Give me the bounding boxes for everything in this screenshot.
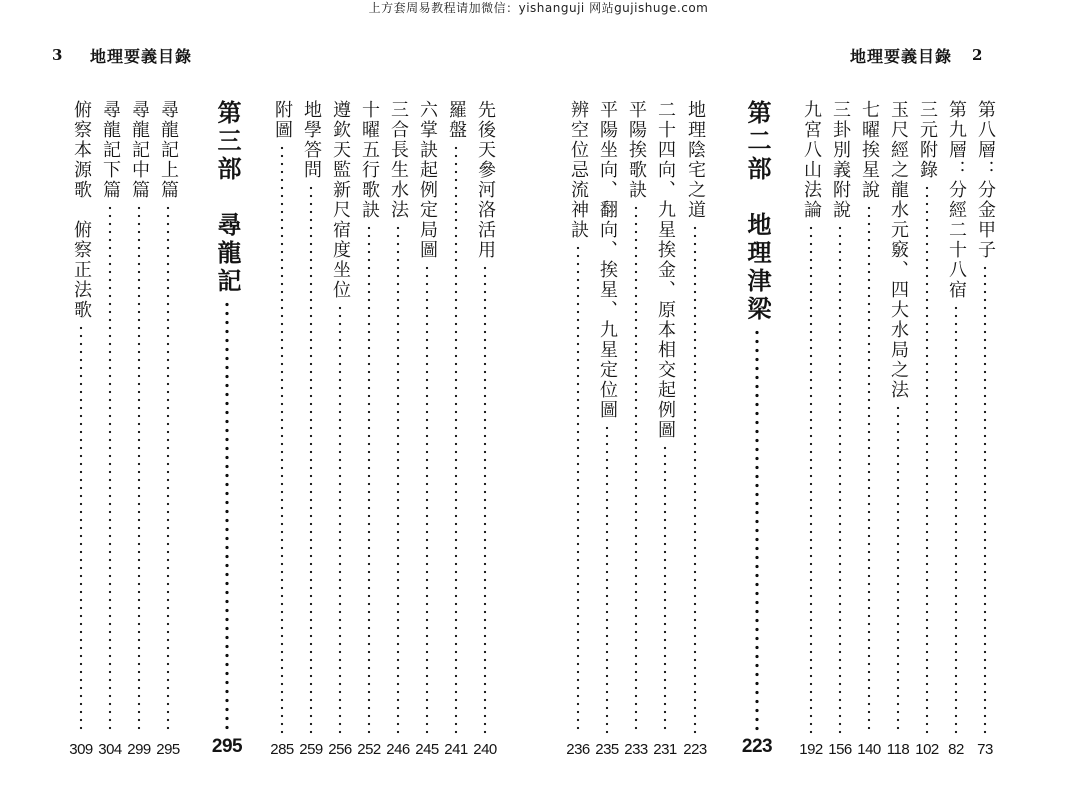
dot-leader: [309, 184, 313, 734]
dot-leader: [367, 224, 371, 734]
page-number: 73: [977, 741, 993, 758]
dot-leader: [396, 224, 400, 734]
right-page-number: 2: [972, 46, 983, 64]
entry-title: 第九層：分經二十八宿: [946, 100, 967, 300]
dot-leader: [663, 444, 667, 734]
entry-title: 羅盤: [446, 100, 467, 140]
left-entry: [267, 92, 297, 762]
page-number: 309: [69, 741, 93, 758]
page-number: 223: [683, 741, 707, 758]
dot-leader: [576, 244, 580, 734]
dot-leader: [338, 304, 342, 734]
watermark-text: 上方套周易教程请加微信：yishanguji 网站gujishuge.com: [368, 1, 709, 15]
entry-title: 地學答問: [301, 100, 322, 180]
entry-title: 平陽挨歌訣: [626, 100, 647, 200]
right-entry: [650, 92, 680, 762]
page-number: 192: [799, 741, 823, 758]
page-number: 231: [653, 741, 677, 758]
dot-leader: [605, 424, 609, 734]
entry-title: 二十四向、九星挨金、原本相交起例圖: [655, 100, 676, 440]
page-number: 82: [948, 741, 964, 758]
page-number: 285: [270, 741, 294, 758]
dot-leader: [166, 204, 170, 734]
entry-title: 尋龍記上篇: [158, 100, 179, 200]
right-entry: [941, 92, 971, 762]
page-number: 240: [473, 741, 497, 758]
page-number: 235: [595, 741, 619, 758]
dot-leader: [108, 204, 112, 734]
entry-title: 先後天參河洛活用: [475, 100, 496, 260]
dot-leader: [925, 184, 929, 734]
dot-leader: [137, 204, 141, 734]
right-entry: [970, 92, 1000, 762]
right-entry: [854, 92, 884, 762]
left-entry: [354, 92, 384, 762]
entry-title: 遵欽天監新尺宿度坐位: [330, 100, 351, 300]
right-entry: [796, 92, 826, 762]
left-entry: [383, 92, 413, 762]
left-entry: [296, 92, 326, 762]
dot-leader: [896, 404, 900, 734]
right-entry: [883, 92, 913, 762]
entry-title: 十曜五行歌訣: [359, 100, 380, 220]
entry-title: 附圖: [272, 100, 293, 140]
entry-title: 六掌訣起例定局圖: [417, 100, 438, 260]
right-entry: [592, 92, 622, 762]
page-number: 156: [828, 741, 852, 758]
entry-title: 七曜挨星說: [859, 100, 880, 200]
page-number: 140: [857, 741, 881, 758]
dot-leader: [954, 304, 958, 734]
dot-leader: [483, 264, 487, 734]
page-number: 118: [886, 741, 910, 758]
entry-title: 尋龍記中篇: [129, 100, 150, 200]
right-page-title: 地理要義目錄: [850, 47, 953, 66]
left-page-title: 地理要義目錄: [90, 47, 193, 66]
entry-title: 辨空位忌流神訣: [568, 100, 589, 240]
page-number: 256: [328, 741, 352, 758]
entry-title: 第八層：分金甲子: [975, 100, 996, 260]
page-number: 246: [386, 741, 410, 758]
page-number: 259: [299, 741, 323, 758]
left-entry: [153, 92, 183, 762]
right-entry: [680, 92, 710, 762]
entry-title: 三卦別義附說: [830, 100, 851, 220]
dot-leader: [454, 144, 458, 734]
left-entry: [124, 92, 154, 762]
right-entry: [912, 92, 942, 762]
page-number: 236: [566, 741, 590, 758]
right-entry: [825, 92, 855, 762]
page-number: 299: [127, 741, 151, 758]
dot-leader: [634, 204, 638, 734]
dot-leader: [867, 204, 871, 734]
left-entry: [95, 92, 125, 762]
dot-leader: [838, 224, 842, 734]
entry-title: 平陽坐向、翻向、挨星、九星定位圖: [597, 100, 618, 420]
page-number: 102: [915, 741, 939, 758]
dot-leader: [809, 224, 813, 734]
left-entry: [212, 92, 242, 762]
entry-title: 尋龍記下篇: [100, 100, 121, 200]
right-entry: [742, 92, 772, 762]
right-entry: [563, 92, 593, 762]
entry-title: 俯察本源歌 俯察正法歌: [71, 100, 92, 320]
page-number: 223: [741, 736, 773, 757]
entry-title: 玉尺經之龍水元竅、四大水局之法: [888, 100, 909, 400]
page-number: 245: [415, 741, 439, 758]
left-page-number: 3: [52, 46, 63, 64]
page-number: 252: [357, 741, 381, 758]
page-number: 241: [444, 741, 468, 758]
entry-title: 三元附錄: [917, 100, 938, 180]
left-entry: [325, 92, 355, 762]
page-number: 304: [98, 741, 122, 758]
entry-title: 地理陰宅之道: [685, 100, 706, 220]
dot-leader: [225, 300, 230, 734]
left-entry: [441, 92, 471, 762]
entry-title: 三合長生水法: [388, 100, 409, 220]
right-entry: [621, 92, 651, 762]
page-number: 295: [211, 736, 243, 757]
dot-leader: [79, 324, 83, 734]
left-entry: [412, 92, 442, 762]
dot-leader: [983, 264, 987, 734]
dot-leader: [755, 328, 760, 734]
left-entry: [66, 92, 96, 762]
dot-leader: [280, 144, 284, 734]
left-entry: [470, 92, 500, 762]
section-heading: 第二部 地理津梁: [743, 100, 771, 324]
page-number: 233: [624, 741, 648, 758]
dot-leader: [425, 264, 429, 734]
entry-title: 九宮八山法論: [801, 100, 822, 220]
dot-leader: [693, 224, 697, 734]
page-number: 295: [156, 741, 180, 758]
section-heading: 第三部 尋龍記: [213, 100, 241, 296]
